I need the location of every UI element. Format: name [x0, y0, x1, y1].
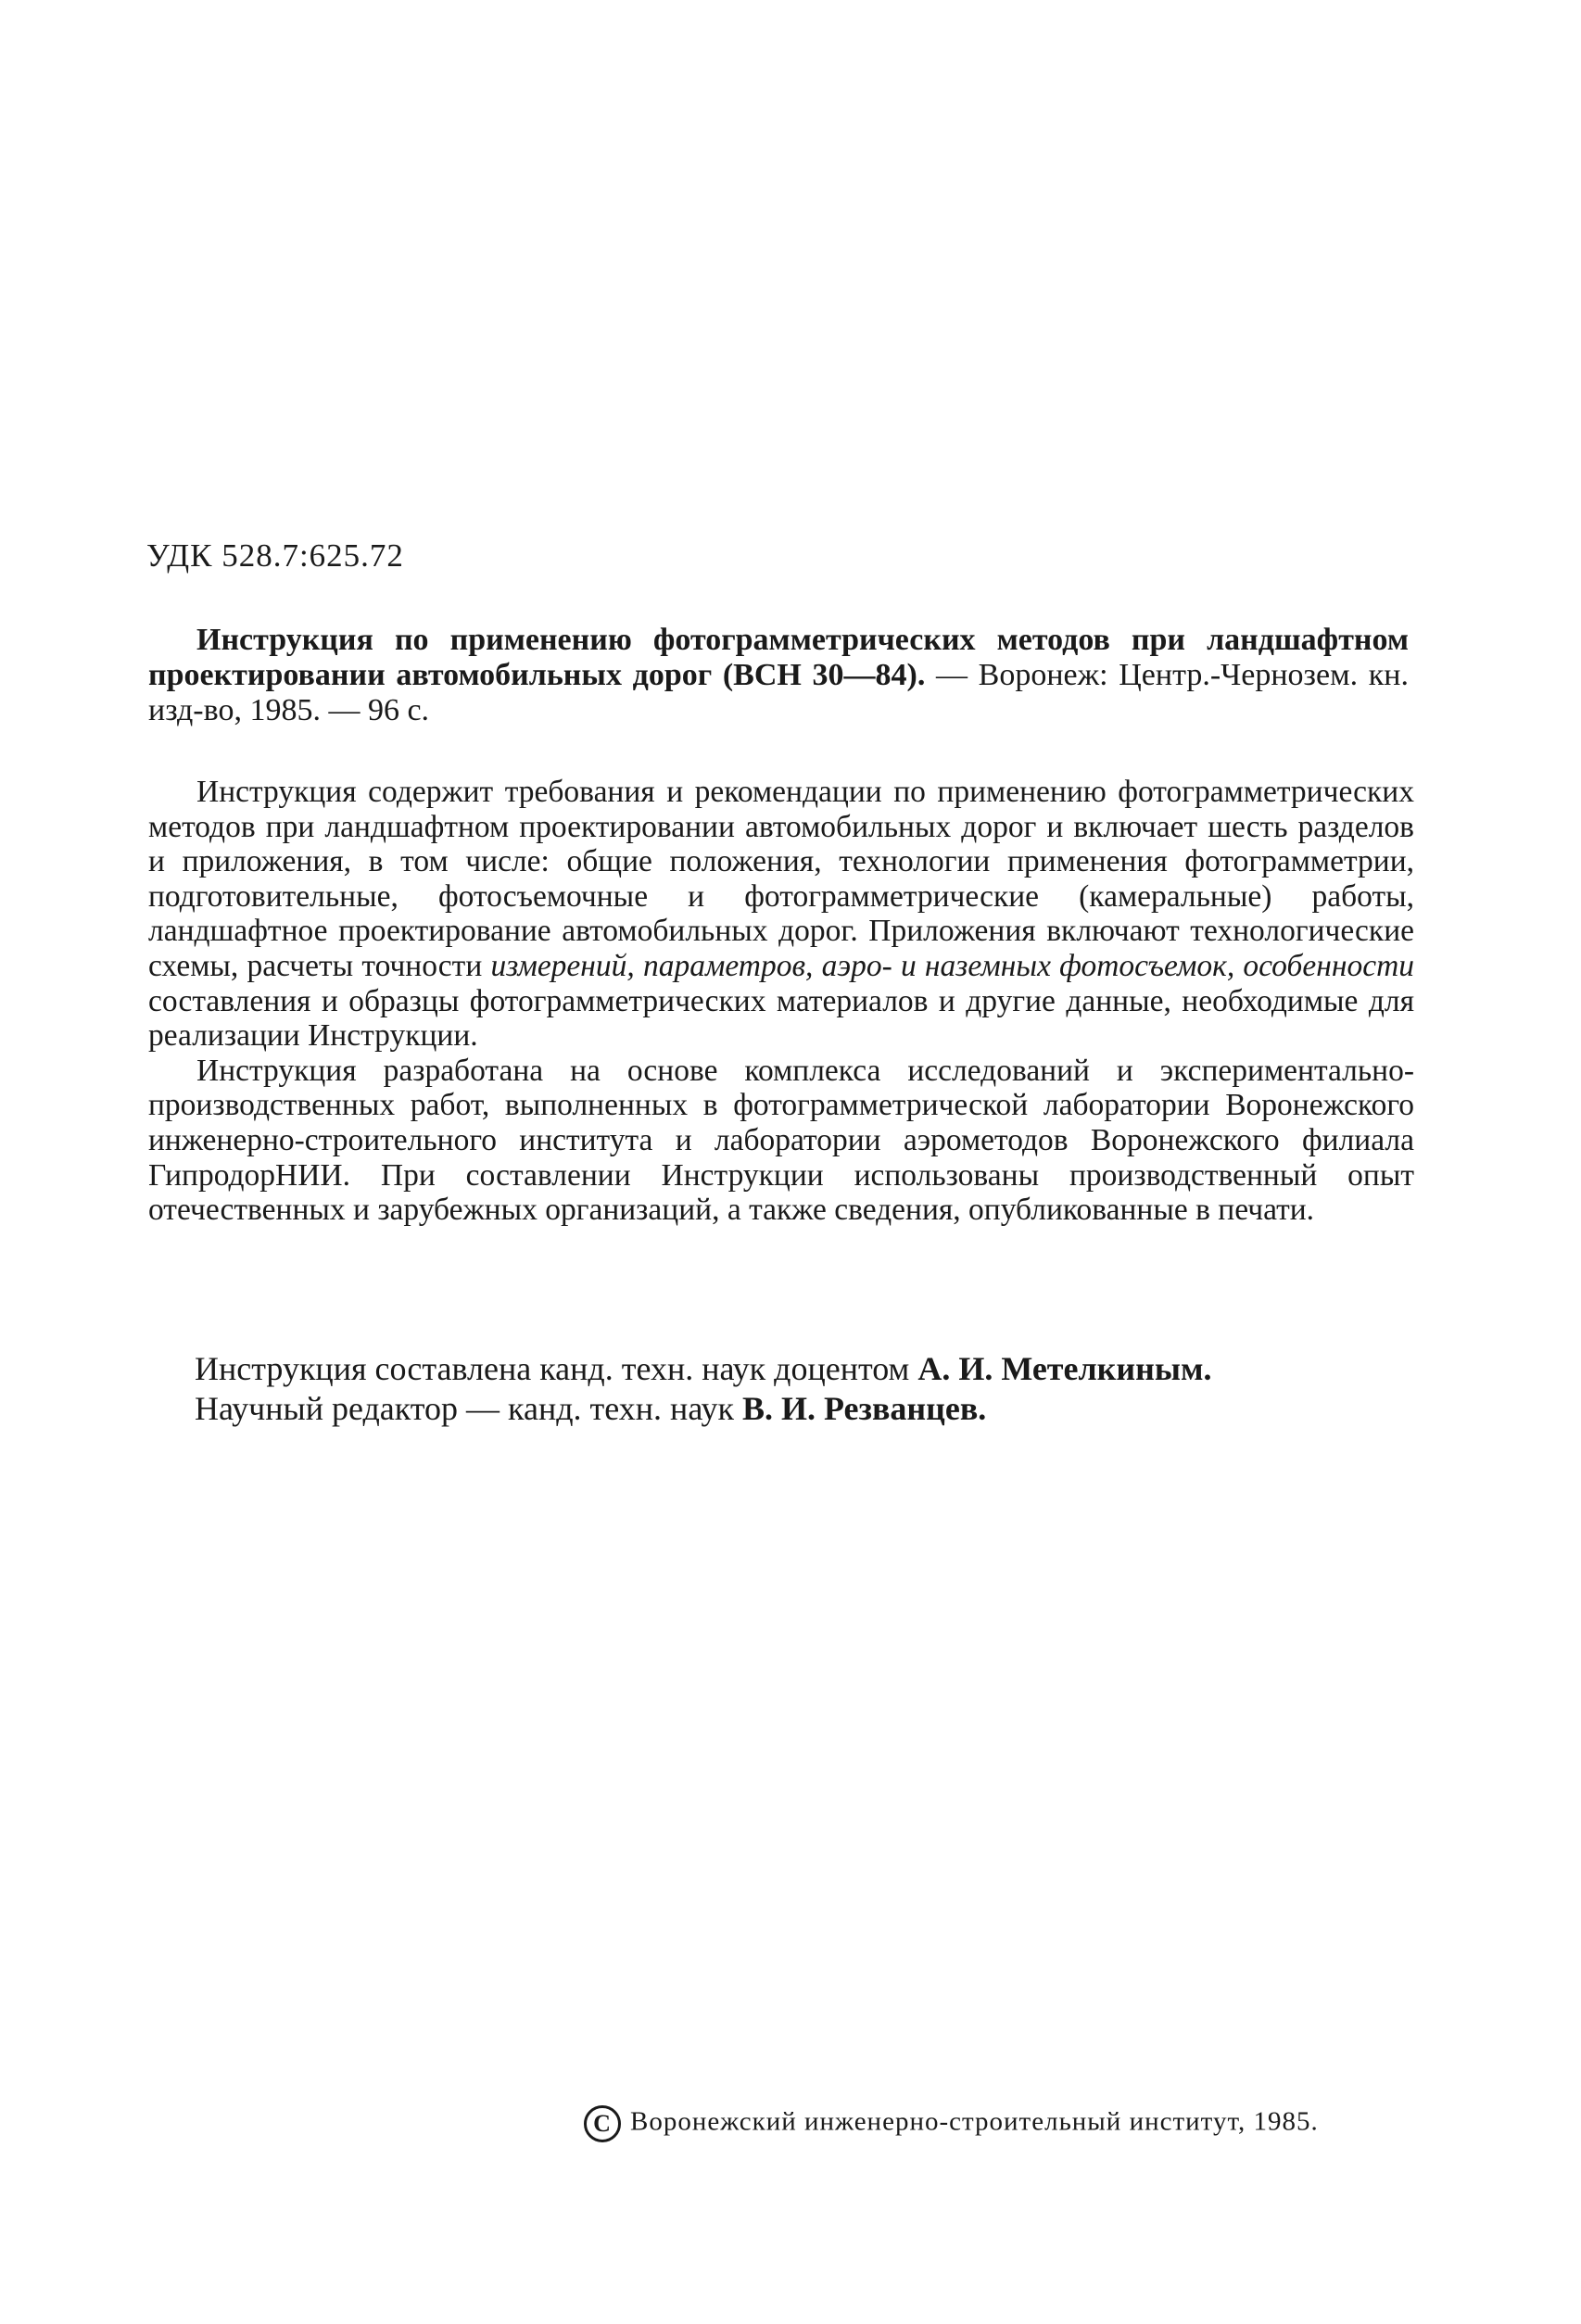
author-prefix: Инструкция составлена канд. техн. наук доцентом — [195, 1350, 910, 1387]
author-line — [195, 1349, 1436, 1389]
copyright-notice — [584, 2105, 1319, 2142]
abstract-paragraph-1-part-1: Инструкция содержит требования и рекомендации по применению фотограмметрических методов при ландшафтном проектировании автомобильных дорог и включает шесть разделов и приложения, в том числе: общие положения, технологии применения фотограмметрии, подготовительные, фотосъемочные и фотограмметрические (камеральные) работы, ландшафтное проектирование автомобильных дорог. Приложения включают технологические схемы, расчеты точности — [148, 775, 1414, 983]
abstract — [148, 775, 1414, 1228]
editor-prefix: Научный редактор — канд. техн. наук — [195, 1390, 734, 1427]
copyright-text: Воронежский инженерно-строительный институт, 1985. — [630, 2106, 1319, 2137]
abstract-paragraph-1-part-2: составления и образцы фотограмметрических материалов и другие данные, необходимые для реализации Инструкции. — [148, 983, 1414, 1054]
udk-code: УДК 528.7:625.72 — [146, 537, 404, 574]
publication-title: Инструкция по применению фотограмметрических методов при ландшафтном проектировании автомобильных дорог (ВСН 30—84). — [148, 623, 1409, 692]
author-name: А. И. Метелкиным. — [917, 1350, 1212, 1387]
publication-imprint: — Воронеж: Центр.-Чернозем. кн. изд-во, 1985. — 96 с. — [148, 658, 1409, 727]
editor-line — [195, 1389, 1436, 1429]
copyright-icon: C — [584, 2105, 621, 2142]
abstract-paragraph-1 — [148, 775, 1414, 1054]
abstract-paragraph-1-italic: измерений, параметров, аэро- и наземных фотосъемок, особенности — [490, 948, 1415, 983]
bibliographic-entry — [148, 623, 1409, 728]
abstract-paragraph-2: Инструкция разработана на основе комплекса исследований и экспериментально-производственных работ, выполненных в фотограмметрической лаборатории Воронежского инженерно-строительного института и лаборатории аэрометодов Воронежского филиала ГипродорНИИ. При составлении Инструкции использованы производственный опыт отечественных и зарубежных организаций, а также сведения, опубликованные в печати. — [148, 1053, 1414, 1228]
credits — [195, 1349, 1436, 1429]
editor-name: В. И. Резванцев. — [741, 1390, 987, 1427]
